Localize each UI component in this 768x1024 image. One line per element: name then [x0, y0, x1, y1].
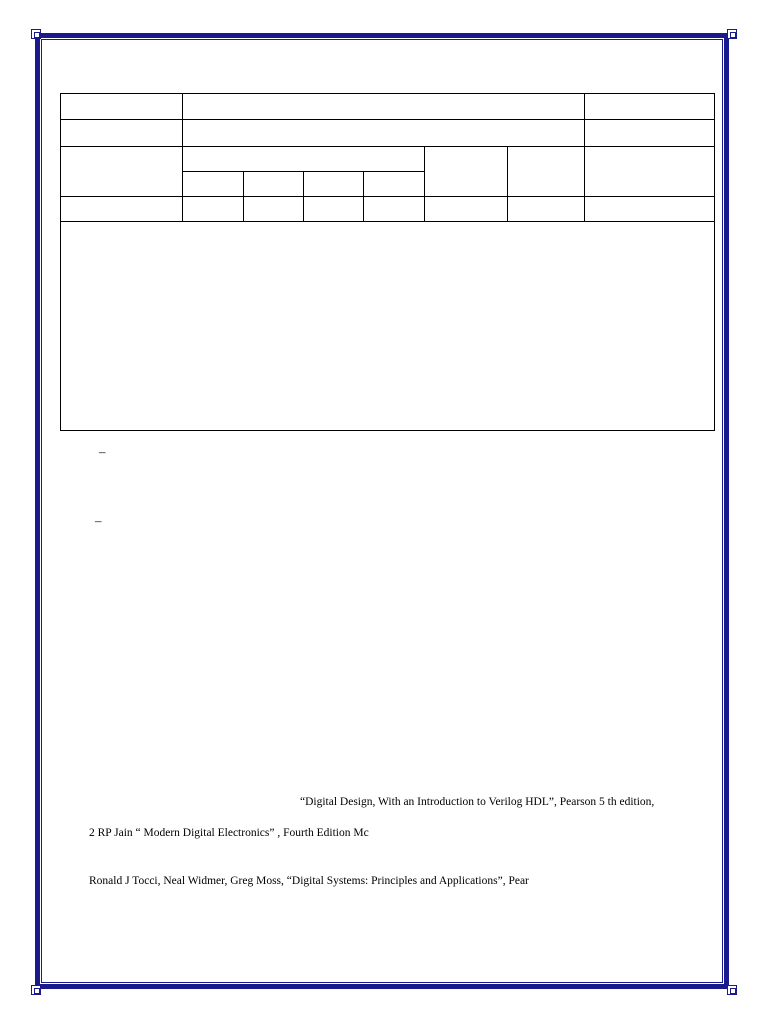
table-row [61, 197, 715, 222]
course-info-table [60, 93, 715, 431]
table-cell [183, 197, 244, 222]
list-marker: – [95, 513, 102, 528]
corner-ornament-bottom-left [31, 985, 41, 995]
table-cell [244, 172, 304, 197]
table-cell [508, 147, 585, 197]
table-cell [244, 197, 304, 222]
table-cell [183, 120, 585, 147]
table-cell [425, 147, 508, 197]
table-cell [585, 197, 715, 222]
table-cell [364, 197, 425, 222]
table-row [61, 120, 715, 147]
table-cell [364, 172, 425, 197]
reference-item: “Digital Design, With an Introduction to Verilog HDL”, Pearson 5 th edition, [300, 796, 655, 808]
table-row [61, 94, 715, 120]
table-cell [61, 147, 183, 197]
table-cell [585, 147, 715, 197]
table-cell [183, 94, 585, 120]
table-cell [304, 172, 364, 197]
corner-ornament-bottom-right [727, 985, 737, 995]
table-cell [585, 120, 715, 147]
table-cell [61, 94, 183, 120]
table-cell [183, 147, 425, 172]
corner-ornament-top-right [727, 29, 737, 39]
table-cell [508, 197, 585, 222]
table-cell [61, 197, 183, 222]
list-marker: – [99, 444, 106, 459]
table-content-cell [61, 222, 715, 431]
reference-item: Ronald J Tocci, Neal Widmer, Greg Moss, “Digital Systems: Principles and Applications”, Pear [89, 875, 529, 887]
table-row [61, 147, 715, 172]
table-cell [425, 197, 508, 222]
reference-item: 2 RP Jain “ Modern Digital Electronics” , Fourth Edition Mc [89, 827, 369, 839]
table-row [61, 222, 715, 431]
corner-ornament-top-left [31, 29, 41, 39]
table-cell [304, 197, 364, 222]
table-cell [61, 120, 183, 147]
table-cell [585, 94, 715, 120]
table-cell [183, 172, 244, 197]
